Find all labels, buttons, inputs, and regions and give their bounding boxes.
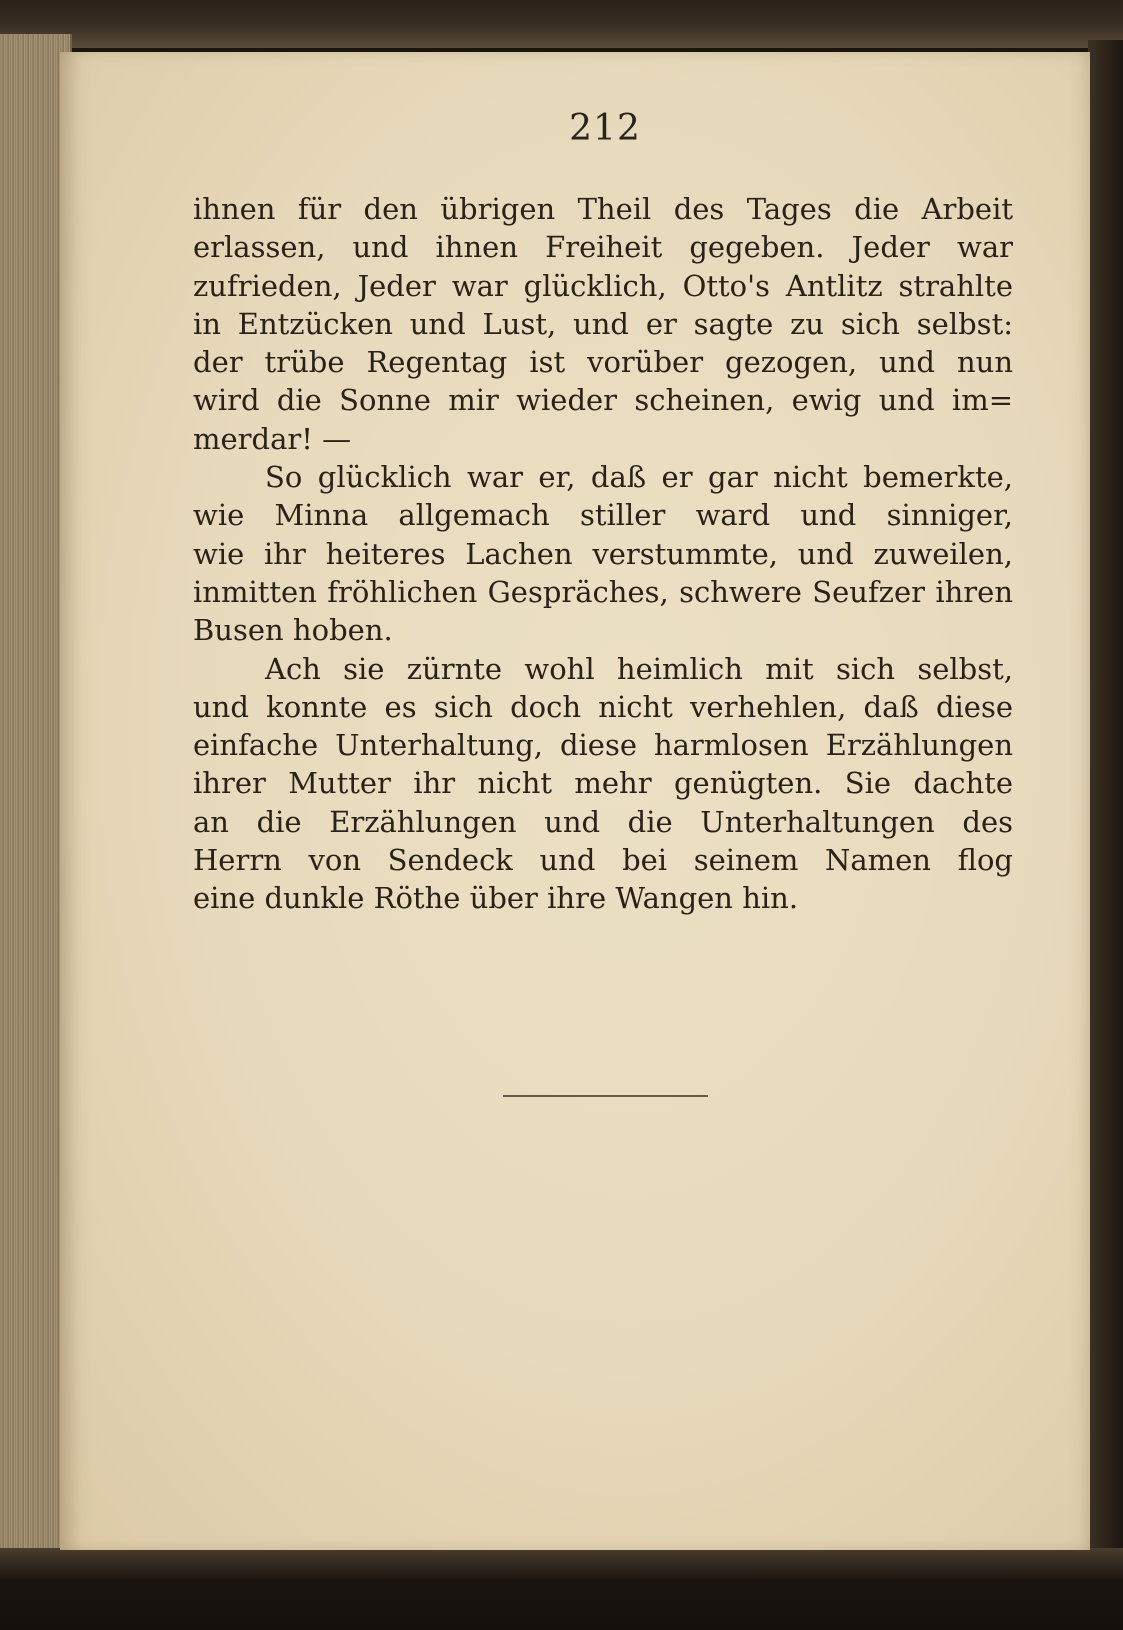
section-end-rule [503, 1095, 708, 1097]
paragraph [193, 650, 1013, 918]
book-cover-top [0, 0, 1123, 48]
book-cover-bottom [0, 1548, 1123, 1630]
text-line: ihrer Mutter ihr nicht mehr genügten. Sie dachte [193, 766, 1013, 801]
text-line: Herrn von Sendeck und bei seinem Namen flog [193, 843, 1013, 878]
text-line: So glücklich war er, daß er gar nicht bemerkte, [265, 460, 1013, 495]
text-line: wird die Sonne mir wieder scheinen, ewig und im= [193, 383, 1013, 418]
text-line: der trübe Regentag ist vorüber gezogen, und nun [193, 345, 1013, 380]
text-line: zufrieden, Jeder war glücklich, Otto's Antlitz strahlte [193, 268, 1013, 303]
text-line: einfache Unterhaltung, diese harmlosen Erzählungen [193, 728, 1013, 763]
text-line: in Entzücken und Lust, und er sagte zu sich selbst: [193, 306, 1013, 341]
paragraph [193, 190, 1013, 458]
text-line: Busen hoben. [193, 613, 393, 648]
text-line: Ach sie zürnte wohl heimlich mit sich selbst, [265, 651, 1013, 686]
text-line: und konnte es sich doch nicht verhehlen, daß diese [193, 689, 1013, 724]
page-number: 212 [569, 108, 641, 149]
text-line: ihnen für den übrigen Theil des Tages die Arbeit [193, 192, 1013, 226]
body-text [193, 190, 1013, 918]
paragraph [193, 458, 1013, 649]
text-line: eine dunkle Röthe über ihre Wangen hin. [193, 881, 799, 916]
text-line: an die Erzählungen und die Unterhaltungen des [193, 804, 1013, 839]
text-line: wie Minna allgemach stiller ward und sinniger, [193, 498, 1013, 533]
text-line: erlassen, und ihnen Freiheit gegeben. Jeder war [193, 230, 1013, 265]
text-line: merdar! — [193, 421, 352, 456]
text-line: inmitten fröhlichen Gespräches, schwere Seufzer ihren [193, 574, 1013, 609]
text-line: wie ihr heiteres Lachen verstummte, und zuweilen, [193, 536, 1013, 571]
book-cover-right [1088, 40, 1123, 1560]
